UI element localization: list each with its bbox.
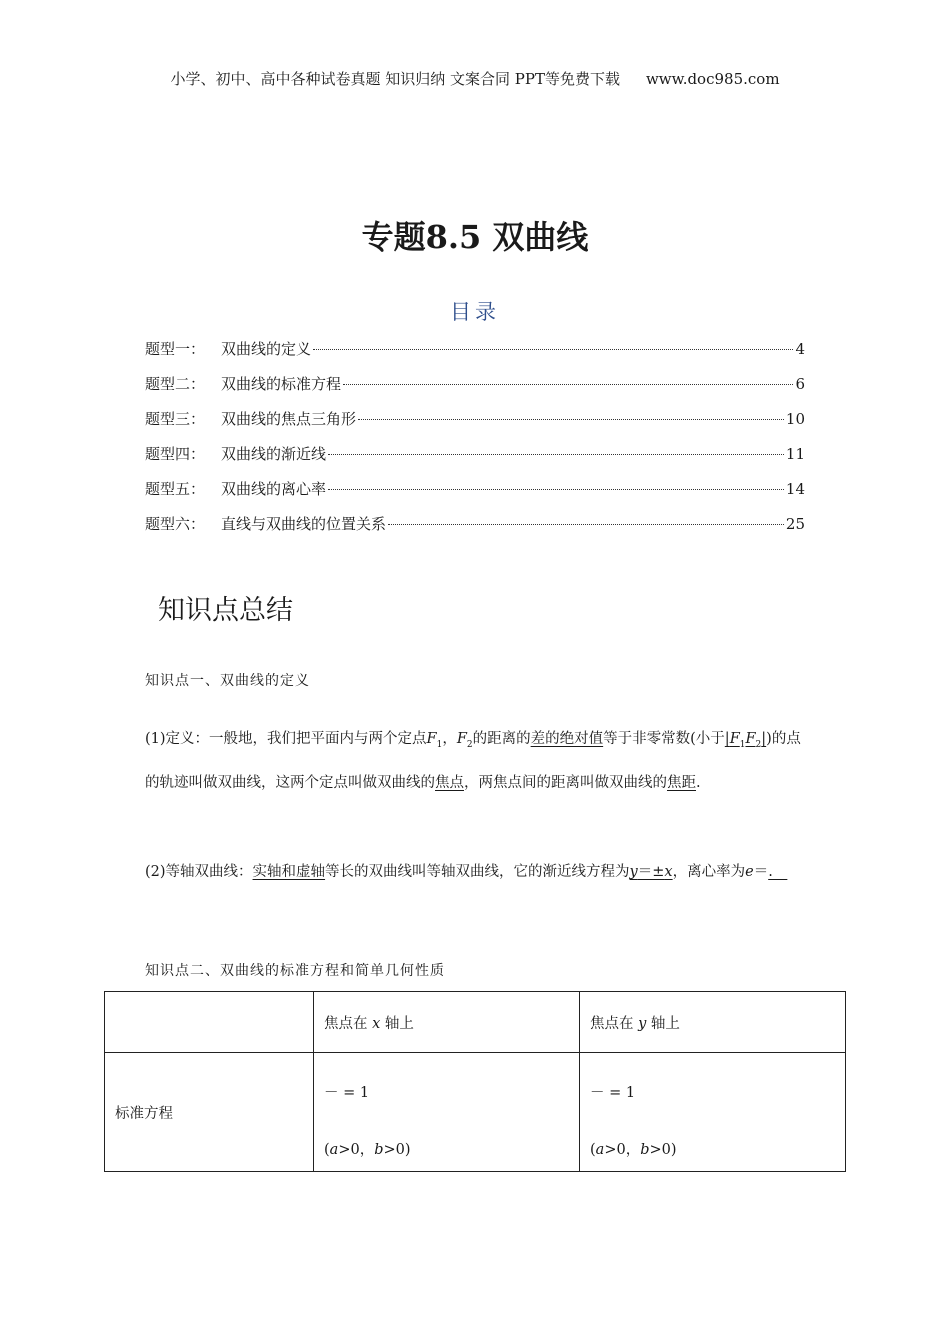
- math-var: F: [426, 731, 437, 747]
- text-run: .: [696, 774, 701, 791]
- math-sub: 2: [466, 739, 473, 750]
- math-sub: 1: [739, 739, 746, 750]
- math-sub: 1: [436, 739, 443, 750]
- toc-item[interactable]: [145, 408, 805, 443]
- cond-part: (: [324, 1142, 330, 1158]
- cell-text: 焦点在: [590, 1015, 634, 1032]
- math-abs: |: [724, 731, 730, 747]
- kp1-heading: 知识点一、双曲线的定义: [145, 673, 310, 689]
- header-url[interactable]: www.doc985.com: [645, 70, 780, 88]
- math-op: ＝: [753, 864, 769, 880]
- answer-underlined: 焦点: [435, 774, 464, 791]
- toc-item-page: 25: [785, 515, 805, 533]
- toc-leader: [328, 454, 784, 455]
- text-run: )的点的轨迹叫做双曲线，这两个定点叫做双曲线的: [145, 731, 801, 791]
- toc-item-text: 直线与双曲线的位置关系: [221, 515, 387, 533]
- col-header-x-axis: [314, 992, 580, 1053]
- section-title: 知识点总结: [158, 595, 293, 626]
- text-run: ，离心率为: [672, 864, 746, 880]
- answer-underlined: [724, 731, 767, 750]
- page-header: [0, 68, 950, 89]
- toc-item-text: 双曲线的定义: [221, 340, 312, 358]
- toc-leader: [343, 384, 793, 385]
- text-run: ，: [442, 731, 457, 747]
- text-run: (2)等轴双曲线：: [145, 864, 253, 880]
- cond-part: >0): [649, 1142, 677, 1158]
- toc-item-label: 题型四：: [145, 445, 206, 463]
- condition-y: [590, 1138, 677, 1159]
- toc-item-label: 题型五：: [145, 480, 206, 498]
- row-label: 标准方程: [105, 1053, 314, 1172]
- toc-item-text: 双曲线的焦点三角形: [221, 410, 357, 428]
- text-run: 等于非零常数(小于: [603, 731, 725, 747]
- toc-item-text: 双曲线的标准方程: [221, 375, 342, 393]
- kp1-paragraph-1: [145, 720, 807, 802]
- col-header-y-axis: [580, 992, 846, 1053]
- toc-item-text: 双曲线的渐近线: [221, 445, 327, 463]
- toc-item[interactable]: [145, 373, 805, 408]
- cond-part: >0，: [338, 1142, 375, 1158]
- answer-underlined: [630, 864, 673, 880]
- toc-leader: [328, 489, 784, 490]
- hyperbola-properties-table: [104, 991, 846, 1172]
- equation-x: － = 1: [324, 1085, 370, 1101]
- math-var: F: [729, 731, 740, 747]
- kp2-heading: 知识点二、双曲线的标准方程和简单几何性质: [145, 963, 445, 979]
- text-run: (1)定义：一般地，我们把平面内与两个定点: [145, 731, 427, 747]
- math-var: x: [664, 864, 673, 880]
- text-run: 的距离的: [472, 731, 531, 747]
- table-of-contents: [145, 338, 805, 548]
- toc-leader: [358, 419, 784, 420]
- cell-text: 轴上: [650, 1015, 680, 1032]
- math-var: e: [745, 864, 754, 880]
- math-abs: |: [761, 731, 767, 747]
- toc-item[interactable]: [145, 443, 805, 478]
- toc-leader: [388, 524, 784, 525]
- math-var: x: [372, 1015, 381, 1032]
- toc-heading: 目录: [450, 300, 500, 324]
- math-var: y: [629, 864, 638, 880]
- cond-part: (: [590, 1142, 596, 1158]
- toc-item-page: 11: [785, 445, 805, 463]
- math-var: a: [595, 1142, 605, 1158]
- toc-item-page: 4: [795, 340, 805, 358]
- toc-leader: [313, 349, 793, 350]
- document-title: 专题8.5 双曲线: [361, 218, 589, 256]
- kp1-paragraph-2: [145, 853, 807, 891]
- toc-item[interactable]: [145, 478, 805, 513]
- toc-item-page: 6: [795, 375, 805, 393]
- math-var: F: [456, 731, 467, 747]
- toc-item-label: 题型一：: [145, 340, 206, 358]
- cell-eq-y: [580, 1053, 846, 1172]
- answer-underlined: 焦距: [667, 774, 696, 791]
- text-run: ，两焦点间的距离叫做双曲线的: [464, 774, 667, 791]
- answer-underlined: 实轴和虚轴: [252, 864, 326, 880]
- cell-text: 焦点在: [324, 1015, 368, 1032]
- table-row: [105, 1053, 846, 1172]
- toc-item[interactable]: [145, 513, 805, 548]
- math-var: y: [638, 1015, 647, 1032]
- toc-item-text: 双曲线的离心率: [221, 480, 327, 498]
- header-text: 小学、初中、高中各种试卷真题 知识归纳 文案合同 PPT等免费下载: [170, 70, 620, 88]
- math-var: F: [745, 731, 756, 747]
- toc-item-page: 14: [785, 480, 805, 498]
- toc-item-label: 题型六：: [145, 515, 206, 533]
- math-var: a: [329, 1142, 339, 1158]
- answer-blank: .__: [768, 864, 788, 880]
- math-op: ＝±: [637, 864, 665, 880]
- toc-item-label: 题型二：: [145, 375, 206, 393]
- answer-underlined: 差的绝对值: [530, 731, 604, 747]
- cond-part: >0): [383, 1142, 411, 1158]
- text-run: 等长的双曲线叫等轴双曲线，它的渐近线方程为: [325, 864, 630, 880]
- math-sub: 2: [755, 739, 762, 750]
- cond-part: >0，: [604, 1142, 641, 1158]
- equation-y: － = 1: [590, 1085, 636, 1101]
- toc-item-page: 10: [785, 410, 805, 428]
- cell-text: 轴上: [384, 1015, 414, 1032]
- math-var: b: [374, 1142, 384, 1158]
- math-var: b: [640, 1142, 650, 1158]
- table-corner-cell: [105, 992, 314, 1053]
- table-header-row: [105, 992, 846, 1053]
- toc-item[interactable]: [145, 338, 805, 373]
- cell-eq-x: [314, 1053, 580, 1172]
- toc-item-label: 题型三：: [145, 410, 206, 428]
- condition-x: [324, 1138, 411, 1159]
